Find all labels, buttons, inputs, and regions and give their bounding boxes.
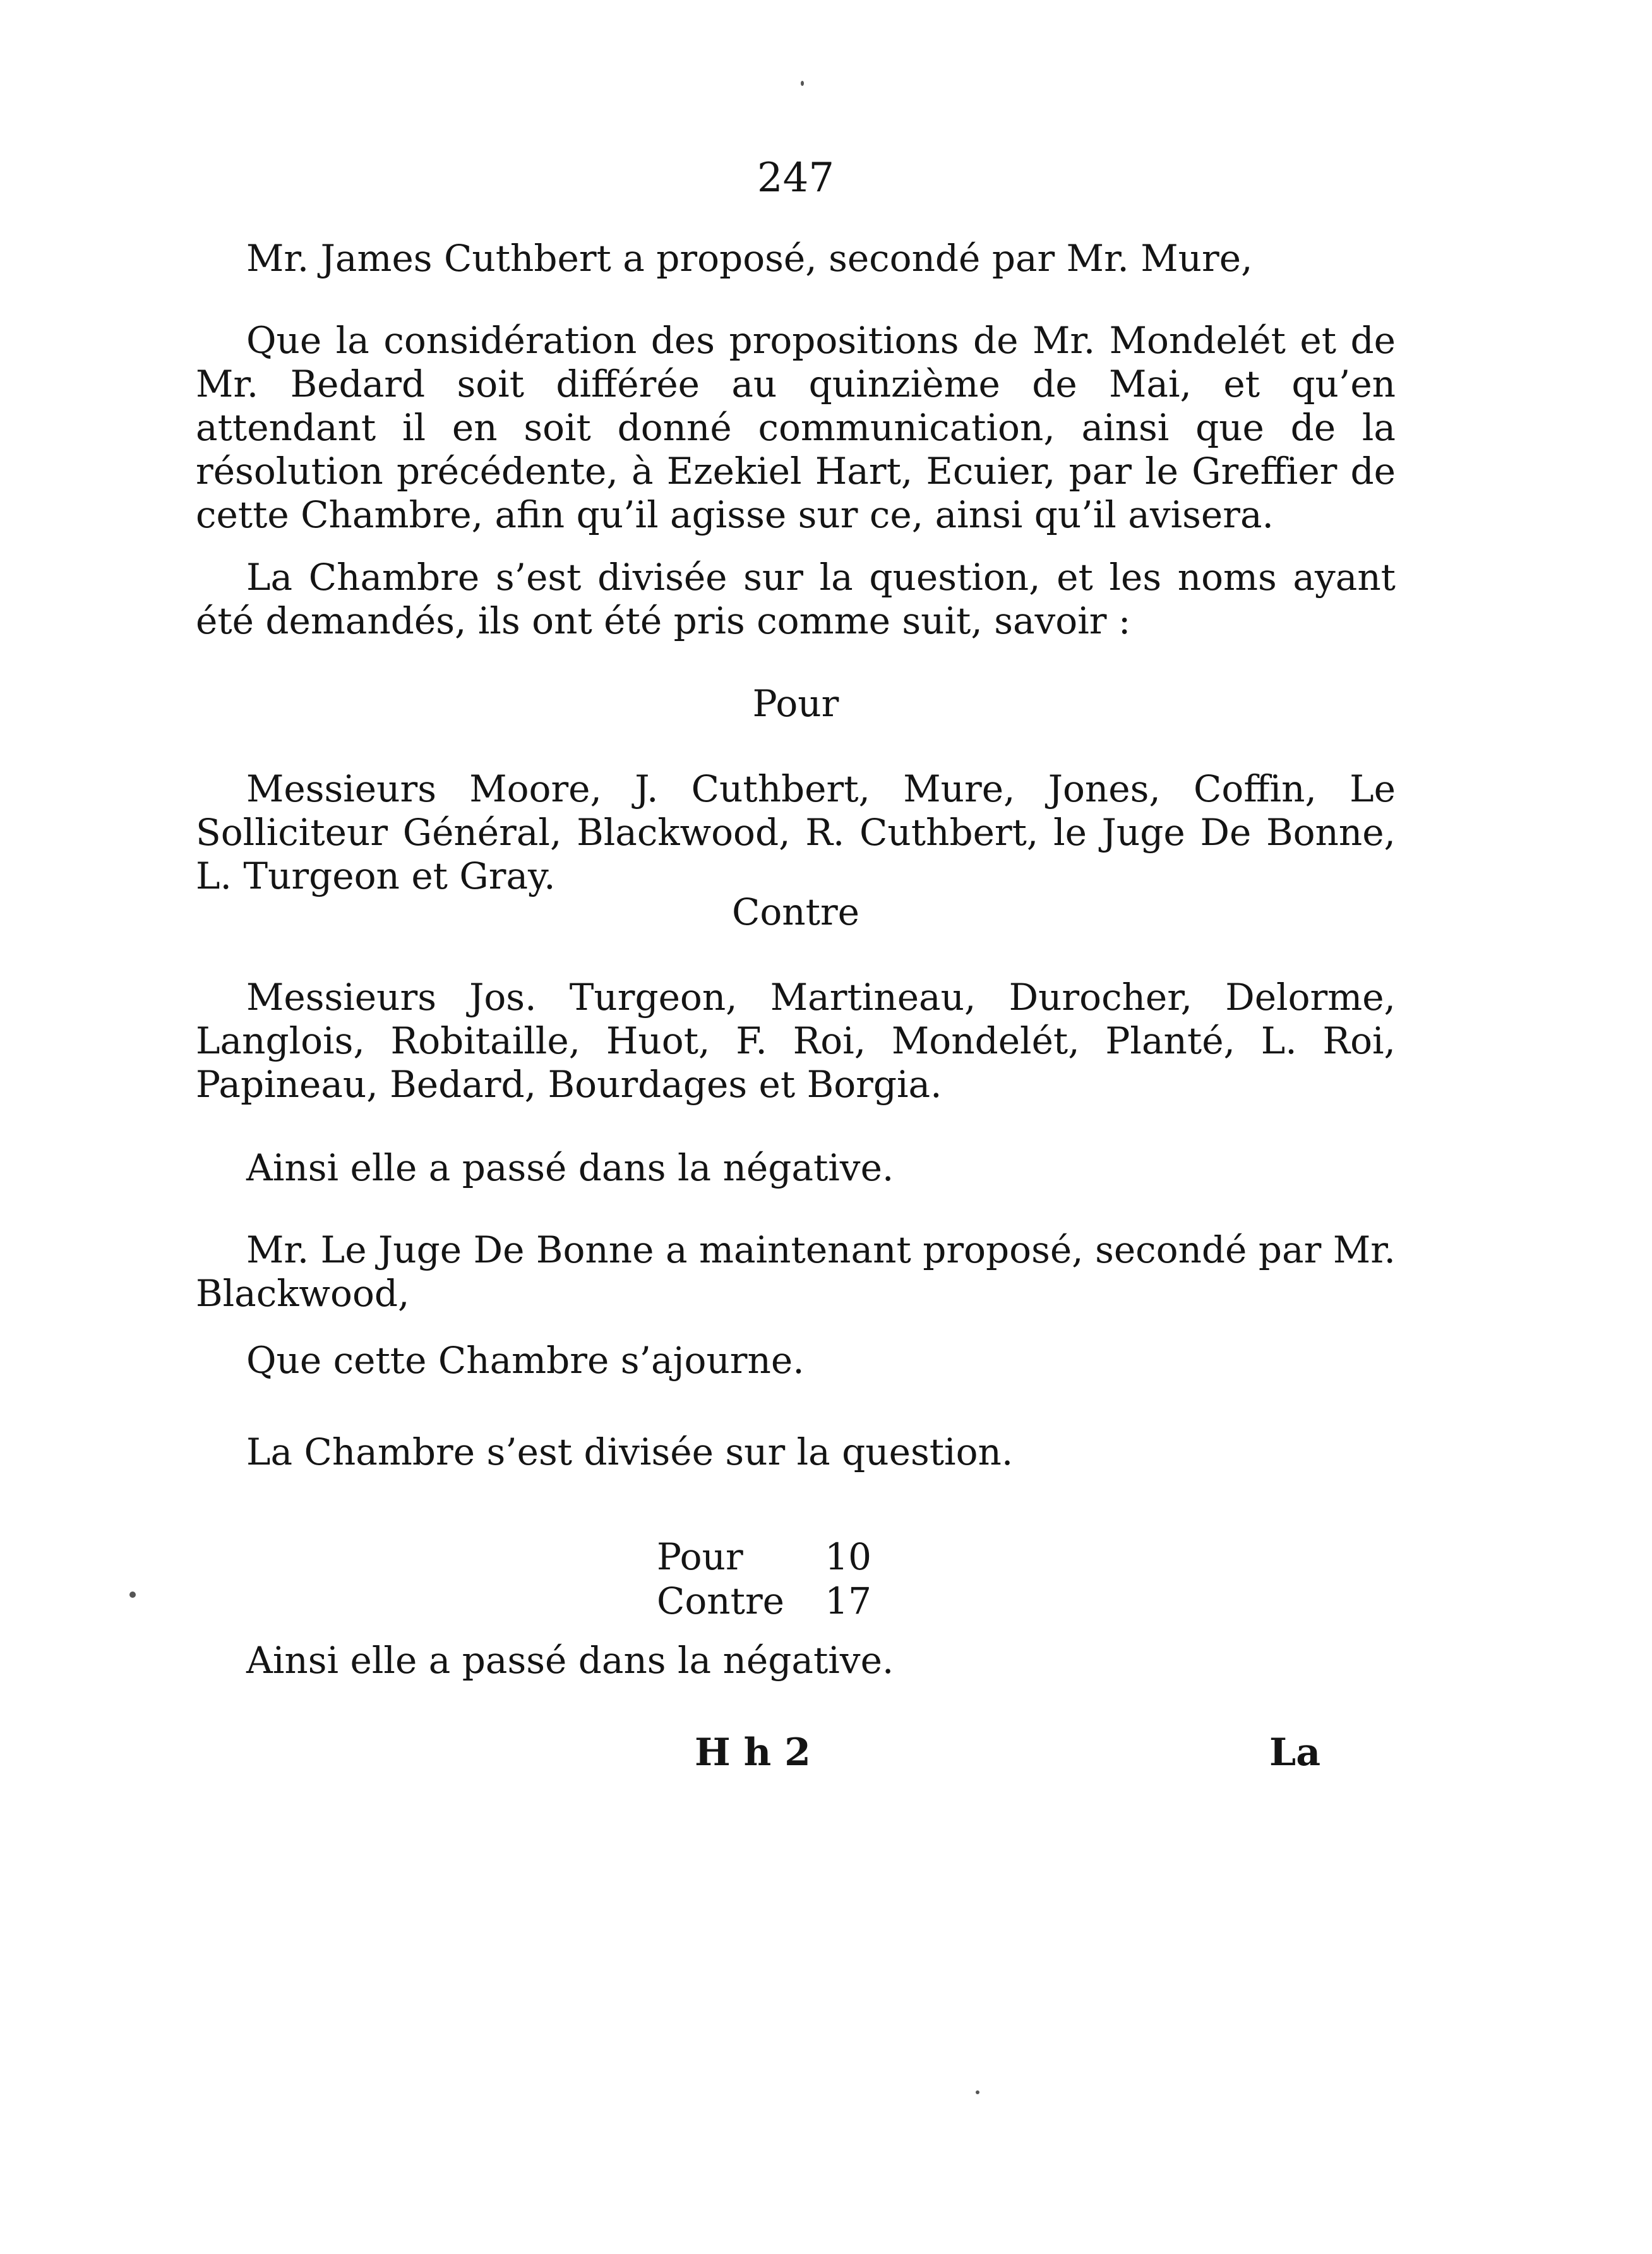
division1-text: La Chambre s’est divisée sur la question, et les noms ayant été demandés, ils ont été pris comme suit, savoir : [196, 556, 1396, 642]
division1-pour-names: Messieurs Moore, J. Cuthbert, Mure, Jones, Coffin, Le Solliciteur Général, Blackwood, R. Cuthbert, le Juge De Bonne, L. Turgeon et Gray. [196, 767, 1396, 897]
vote-contre-count: 17 [825, 1580, 871, 1622]
signature-mark: H h 2 [695, 1730, 811, 1775]
division1-pour-heading: Pour [752, 682, 839, 725]
division2-text: La Chambre s’est divisée sur la question. [246, 1430, 1014, 1473]
vote-contre-label: Contre [657, 1580, 785, 1622]
page-number: 247 [757, 155, 835, 201]
paper-speck [129, 1592, 136, 1598]
catchword: La [1269, 1730, 1321, 1775]
motion2-text: Que cette Chambre s’ajourne. [246, 1339, 805, 1382]
motion1-text: Que la considération des propositions de Mr. Mondelét et de Mr. Bedard soit différée au quinzième de Mai, et qu’en attendant il en soit donné communication, ainsi que de la résolution précédente, à Ezekiel Hart, Ecuier, par le Greffier de cette Chambre, afin qu’il agisse sur ce, ainsi qu’il avisera. [196, 319, 1396, 536]
motion1-intro: Mr. James Cuthbert a proposé, secondé par Mr. Mure, [246, 237, 1253, 280]
motion2-intro: Mr. Le Juge De Bonne a maintenant proposé, secondé par Mr. Blackwood, [196, 1228, 1396, 1315]
division1-contre-names: Messieurs Jos. Turgeon, Martineau, Durocher, Delorme, Langlois, Robitaille, Huot, F. Roi, Mondelét, Planté, L. Roi, Papineau, Bedard, Bourdages et Borgia. [196, 976, 1396, 1106]
paper-speck [976, 2090, 979, 2094]
vote-row-contre [657, 1579, 871, 1623]
vote-row-pour [657, 1535, 871, 1579]
vote-pour-count: 10 [825, 1535, 871, 1578]
paper-speck [801, 81, 804, 86]
division2-result: Ainsi elle a passé dans la négative. [246, 1639, 894, 1682]
division1-result: Ainsi elle a passé dans la négative. [246, 1146, 894, 1189]
vote-pour-label: Pour [657, 1535, 743, 1578]
vote-tally [657, 1535, 871, 1623]
division1-contre-heading: Contre [731, 890, 859, 933]
